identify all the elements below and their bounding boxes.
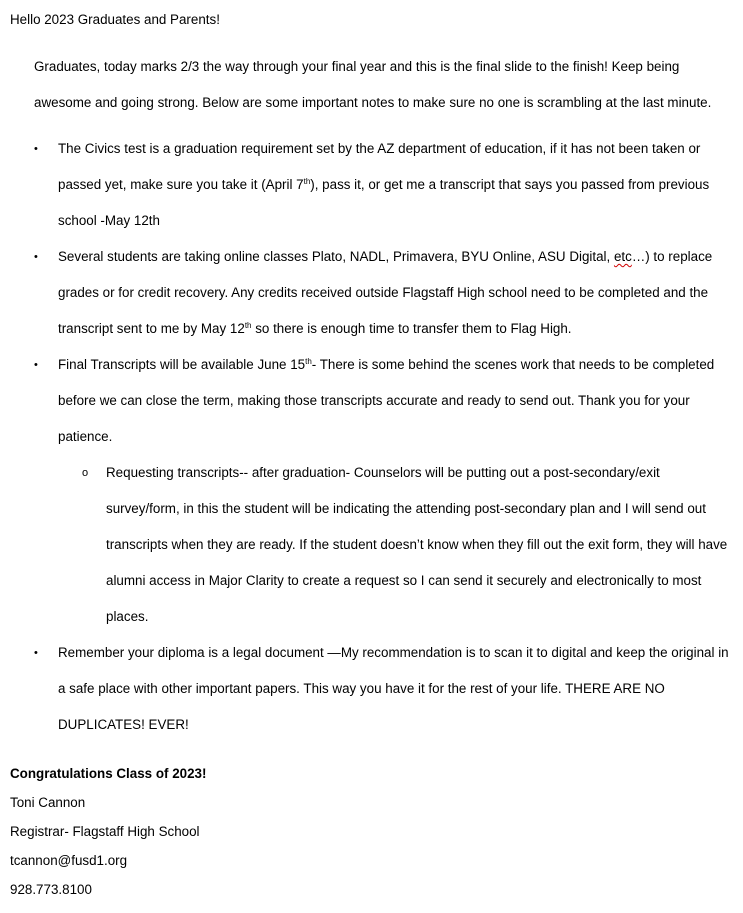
bullet-icon: • — [34, 251, 38, 263]
list-item-diploma — [0, 635, 743, 743]
notes-bullet-list — [0, 131, 743, 743]
list-item-final-transcripts — [0, 347, 743, 635]
signer-phone: 928.773.8100 — [10, 882, 92, 897]
online-classes-text-part-1: Several students are taking online classes Plato, NADL, Primavera, BYU Online, ASU Digital, — [58, 249, 614, 264]
diploma-text: Remember your diploma is a legal document —My recommendation is to scan it to digital and keep the original in a safe place with other important papers. This way you have it for the rest of your life. THERE ARE NO DUPLICATES! EVER! — [58, 645, 729, 732]
civics-text-part-1: The Civics test is a graduation requirement set by the AZ department of education, if it has not been taken or passed yet, make sure you take it (April 7 — [58, 141, 701, 192]
online-classes-text-part-3: so there is enough time to transfer them to Flag High. — [251, 321, 572, 336]
greeting-line: Hello 2023 Graduates and Parents! — [10, 12, 220, 27]
online-classes-text-part-2: …) to replace grades or for credit recovery. Any credits received outside Flagstaff High school need to be completed and the transcript sent to me by May 12 — [58, 249, 713, 336]
requesting-transcripts-text: Requesting transcripts-- after graduation- Counselors will be putting out a post-secondary/exit survey/form, in this the student will be indicating the attending post-secondary plan and I will send out transcripts when they are ready. If the student doesn’t know when they fill out the exit form, they will have alumni access in Major Clarity to create a request so I can send it securely and electronically to most places. — [106, 465, 728, 624]
final-transcripts-text-part-2: - There is some behind the scenes work that needs to be completed before we can close the term, making those transcripts accurate and ready to send out. Thank you for your patience. — [58, 357, 715, 444]
signer-email: tcannon@fusd1.org — [10, 853, 128, 868]
list-item-civics-test — [0, 131, 743, 239]
signature-block — [10, 759, 206, 904]
congratulations-line: Congratulations Class of 2023! — [10, 766, 207, 781]
intro-paragraph: Graduates, today marks 2/3 the way through your final year and this is the final slide to the finish! Keep being awesome and going strong. Below are some important notes to make sure no one is scrambling at the last minute. — [34, 59, 712, 110]
hollow-bullet-icon: o — [82, 467, 89, 479]
ordinal-suffix: th — [303, 177, 311, 186]
spellcheck-flagged-word: etc — [613, 249, 632, 264]
signer-name: Toni Cannon — [10, 795, 86, 810]
bullet-icon: • — [34, 359, 38, 371]
bullet-icon: • — [34, 647, 38, 659]
signer-title: Registrar- Flagstaff High School — [10, 824, 200, 839]
ordinal-suffix: th — [244, 321, 252, 330]
ordinal-suffix: th — [305, 357, 312, 366]
final-transcripts-sub-list — [58, 455, 729, 635]
list-item-online-classes — [0, 239, 743, 347]
civics-text-part-2: ), pass it, or get me a transcript that says you passed from previous school -May 12th — [58, 177, 710, 228]
final-transcripts-text-part-1: Final Transcripts will be available June 15 — [58, 357, 306, 372]
bullet-icon: • — [34, 143, 38, 155]
sub-list-item-requesting-transcripts — [58, 455, 729, 635]
